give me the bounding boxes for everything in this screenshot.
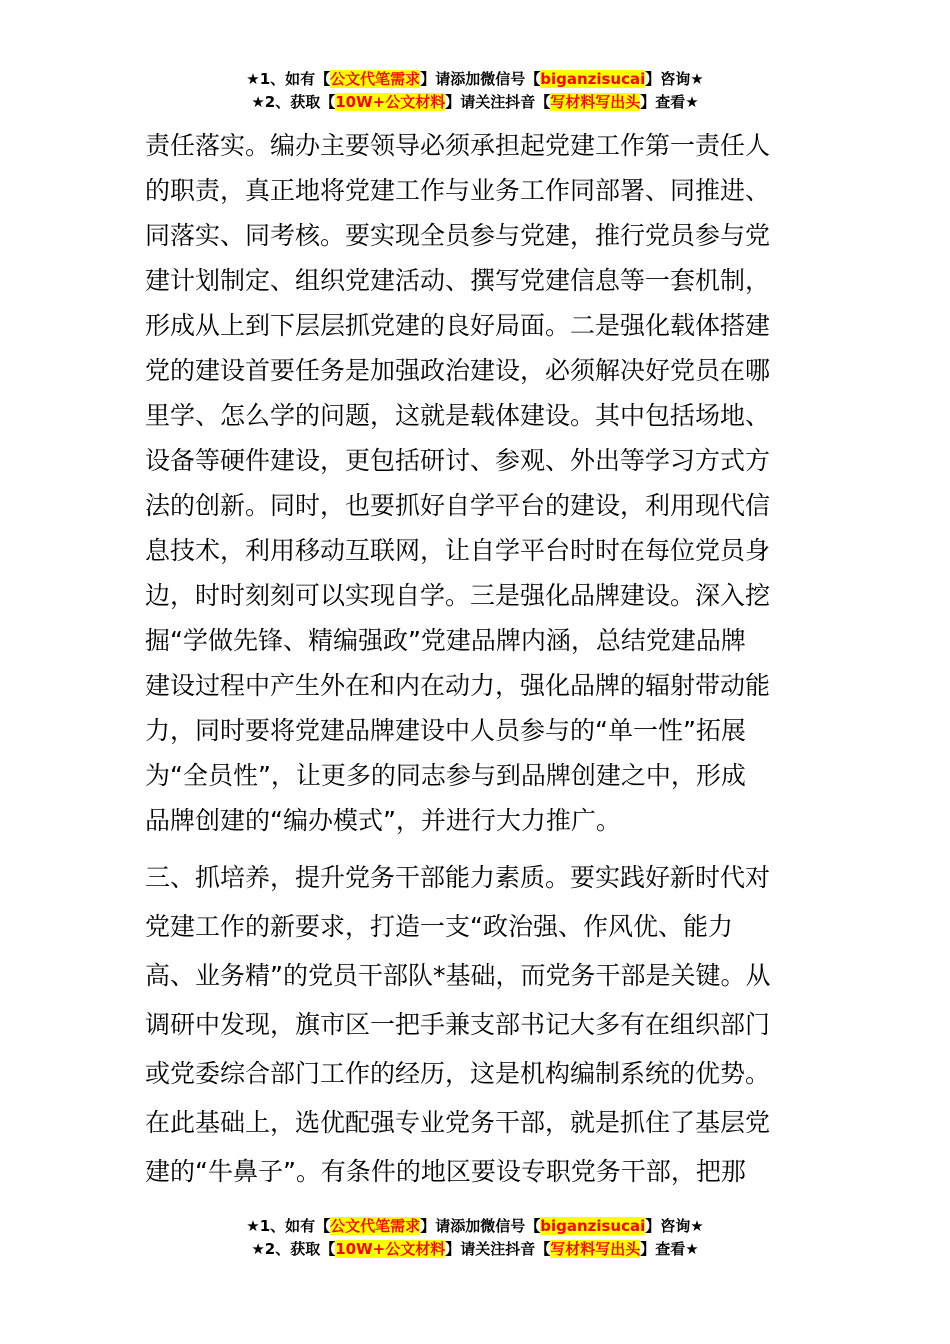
banner-text: 】请关注抖音【	[445, 93, 551, 111]
text-line: 法的创新。同时，也要抓好自学平台的建设，利用现代信	[145, 491, 771, 520]
banner-text: ★2、获取【	[251, 93, 336, 111]
text-line: 建设过程中产生外在和内在动力，强化品牌的辐射带动能	[145, 671, 771, 700]
text-line: 建的“牛鼻子”。有条件的地区要设专职党务干部，把那	[145, 1157, 746, 1186]
banner-text: 】请添加微信号【	[420, 1217, 541, 1235]
text-line: 党建工作的新要求，打造一支“政治强、作风优、能力	[145, 912, 733, 941]
text-line: 形成从上到下层层抓党建的良好局面。二是强化载体搭建	[145, 311, 771, 340]
banner-line-1	[0, 1215, 950, 1238]
text-line: 或党委综合部门工作的经历，这是机构编制系统的优势。	[145, 1059, 771, 1088]
text-line: 品牌创建的“编办模式”，并进行大力推广。	[145, 806, 621, 835]
highlight-service: 公文代笔需求	[330, 1217, 421, 1235]
highlight-douyin: 写材料写出头	[550, 1240, 641, 1258]
highlight-douyin: 写材料写出头	[550, 93, 641, 111]
paragraph-2	[145, 853, 815, 1196]
banner-text: ★1、如有【	[246, 1217, 331, 1235]
banner-text: 】请添加微信号【	[420, 70, 541, 88]
text-line: 高、业务精”的党员干部队*基础，而党务干部是关键。从	[145, 961, 771, 990]
text-line: 为“全员性”，让更多的同志参与到品牌创建之中，形成	[145, 761, 746, 790]
banner-text: 】咨询★	[645, 70, 704, 88]
banner-line-1	[0, 68, 950, 91]
header-banner	[0, 68, 950, 114]
text-line: 建计划制定、组织党建活动、撰写党建信息等一套机制，	[145, 266, 771, 295]
banner-text: ★1、如有【	[246, 70, 331, 88]
highlight-wechat-id: biganzisucai	[540, 1217, 646, 1235]
highlight-materials: 10W+公文材料	[335, 1240, 446, 1258]
banner-text: 】请关注抖音【	[445, 1240, 551, 1258]
text-line: 边，时时刻刻可以实现自学。三是强化品牌建设。深入挖	[145, 581, 771, 610]
text-line: 息技术，利用移动互联网，让自学平台时时在每位党员身	[145, 536, 771, 565]
highlight-materials: 10W+公文材料	[335, 93, 446, 111]
banner-line-2	[0, 91, 950, 114]
text-line: 在此基础上，选优配强专业党务干部，就是抓住了基层党	[145, 1108, 771, 1137]
text-line: 掘“学做先锋、精编强政”党建品牌内涵，总结党建品牌	[145, 626, 746, 655]
text-line: 同落实、同考核。要实现全员参与党建，推行党员参与党	[145, 221, 771, 250]
document-body	[145, 123, 815, 1196]
text-line: 责任落实。编办主要领导必须承担起党建工作第一责任人	[145, 131, 771, 160]
text-line: 党的建设首要任务是加强政治建设，必须解决好党员在哪	[145, 356, 771, 385]
banner-text: 】咨询★	[645, 1217, 704, 1235]
banner-line-2	[0, 1238, 950, 1261]
highlight-service: 公文代笔需求	[330, 70, 421, 88]
text-line: 设备等硬件建设，更包括研讨、参观、外出等学习方式方	[145, 446, 771, 475]
paragraph-1	[145, 123, 815, 843]
banner-text: ★2、获取【	[251, 1240, 336, 1258]
banner-text: 】查看★	[640, 1240, 699, 1258]
banner-text: 】查看★	[640, 93, 699, 111]
text-line: 里学、怎么学的问题，这就是载体建设。其中包括场地、	[145, 401, 771, 430]
footer-banner	[0, 1215, 950, 1261]
text-line: 调研中发现，旗市区一把手兼支部书记大多有在组织部门	[145, 1010, 771, 1039]
text-line: 力，同时要将党建品牌建设中人员参与的“单一性”拓展	[145, 716, 746, 745]
text-line: 的职责，真正地将党建工作与业务工作同部署、同推进、	[145, 176, 771, 205]
text-line: 三、抓培养，提升党务干部能力素质。要实践好新时代对	[145, 863, 771, 892]
highlight-wechat-id: biganzisucai	[540, 70, 646, 88]
